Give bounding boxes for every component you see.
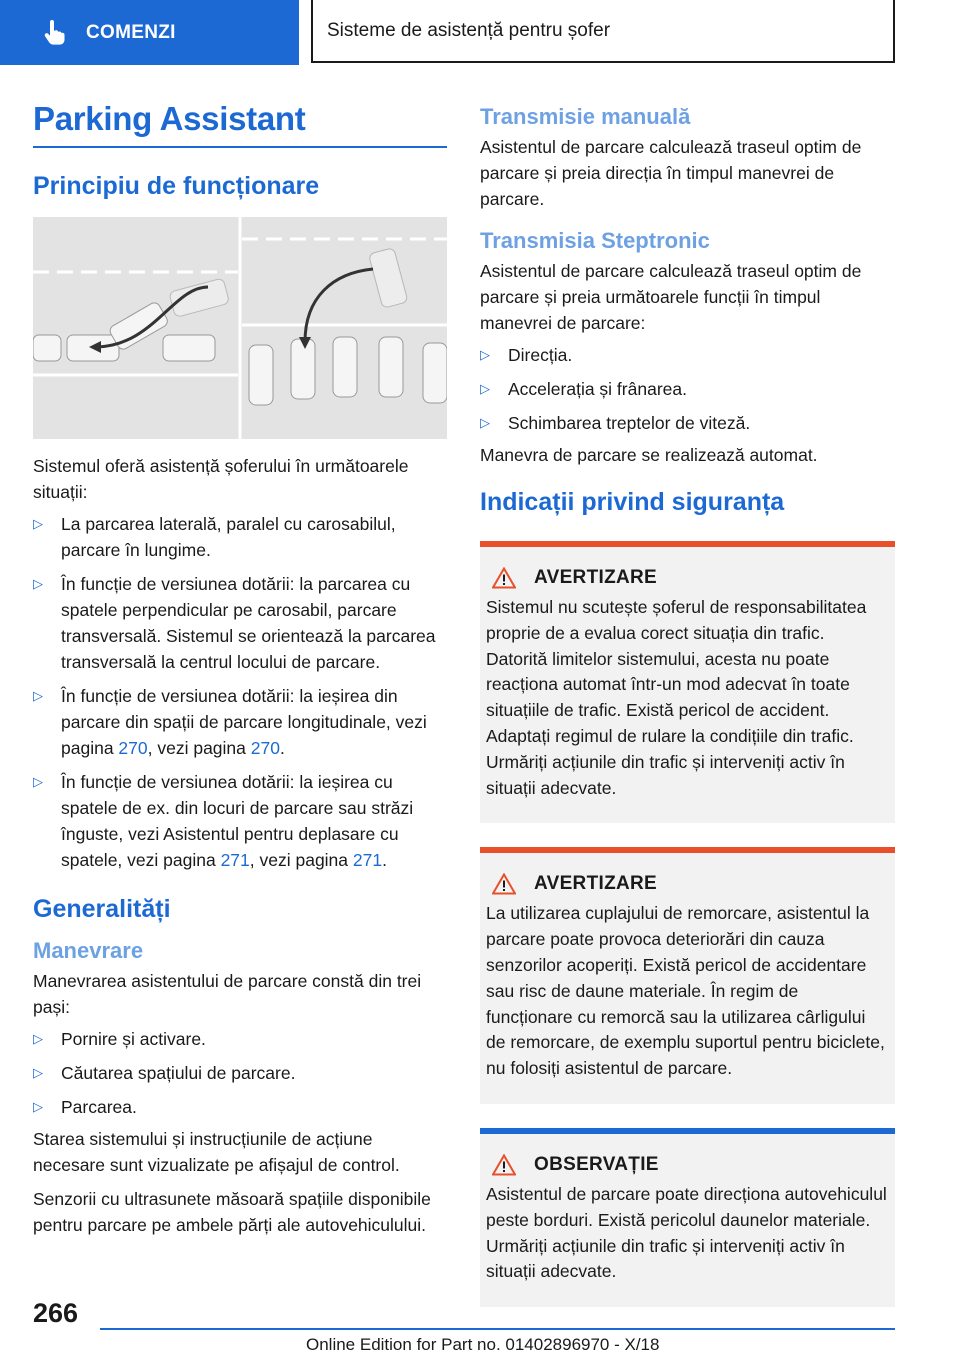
list-item: ▷ La parcarea laterală, paralel cu carosabilul, parcare în lungime. [33, 511, 447, 563]
maneuver-text: Manevrarea asistentului de parcare constă din trei pași: [33, 971, 422, 1017]
warning-box [480, 847, 895, 1104]
triangle-bullet-icon: ▷ [33, 688, 43, 703]
list-item: ▷ Direcția. [480, 342, 895, 368]
heading-general: Generalități [33, 895, 171, 923]
warning-text: La utilizarea cuplajului de remorcare, asistentul la parcare poate provoca deteriorări din cauza senzorilor acoperiți. Există pericol de accidentare sau risc de daune materiale. În regim de funcționare cu remorcă sau la utilizarea cârligului de remorcare, de exemplu suportul pentru biciclete, nu folosiți asistentul de parcare. [486, 903, 885, 1079]
situations-list [33, 511, 447, 873]
heading-principle: Principiu de funcționare [33, 172, 320, 200]
warning-triangle-icon [492, 567, 516, 589]
warning-title: AVERTIZARE [534, 873, 657, 895]
triangle-bullet-icon: ▷ [33, 1031, 43, 1046]
steptronic-text: Asistentul de parcare calculează traseul optim de parcare și preia următoarele funcții în timpul manevrei de parcare: [480, 261, 862, 333]
subheading-maneuver: Manevrare [33, 938, 144, 963]
list-item: ▷ Căutarea spațiului de parcare. [33, 1060, 447, 1086]
triangle-bullet-icon: ▷ [33, 1065, 43, 1080]
hand-pointer-icon [40, 19, 68, 47]
notice-box [480, 1128, 895, 1307]
heading-safety: Indicații privind siguranța [480, 488, 785, 516]
header-tab-label: COMENZI [86, 21, 176, 43]
functions-list [480, 342, 895, 436]
page-link[interactable]: 270 [250, 738, 280, 758]
list-item: ▷ Parcarea. [33, 1094, 447, 1120]
warning-text: Sistemul nu scutește șoferul de responsabilitatea proprie de a evalua corect situația din trafic. Datorită limitelor sistemului, acesta nu poate reacționa automat într-un mod adecvat în toate situațiile de trafic. Există pericol de accident. Adaptați regimul de rulare la condițiile din trafic. Urmăriți acțiunile din trafic și interveniți activ în situații adecvate. [486, 597, 867, 798]
triangle-bullet-icon: ▷ [480, 347, 490, 362]
footer-divider [100, 1328, 895, 1330]
header-tab-comenzi[interactable] [0, 0, 299, 65]
list-item: ▷ Schimbarea treptelor de viteză. [480, 410, 895, 436]
list-item: ▷ În funcție de versiunea dotării: la parcarea cu spatele perpendicular pe carosabil, parcare transversală. Sistemul se orientează la parcarea transversală la centrul locului de parcare. [33, 571, 447, 675]
notice-triangle-icon [492, 1154, 516, 1176]
footer-edition: Online Edition for Part no. 01402896970 - X/18 [306, 1335, 660, 1354]
notice-title: OBSERVAȚIE [534, 1153, 659, 1175]
parking-illustration [33, 217, 447, 439]
triangle-bullet-icon: ▷ [33, 516, 43, 531]
status-text: Starea sistemului și instrucțiunile de acțiune necesare sunt vizualizate pe afișajul de control. [33, 1129, 400, 1175]
list-item: ▷ Pornire și activare. [33, 1026, 447, 1052]
triangle-bullet-icon: ▷ [33, 774, 43, 789]
subheading-steptronic: Transmisia Steptronic [480, 228, 710, 253]
triangle-bullet-icon: ▷ [33, 1099, 43, 1114]
page-title: Parking Assistant [33, 100, 447, 148]
triangle-bullet-icon: ▷ [33, 576, 43, 591]
list-item: ▷ În funcție de versiunea dotării: la ieșirea din parcare din spații de parcare longitudinale, vezi pagina 270, vezi pagina 270. [33, 683, 447, 761]
steps-list [33, 1026, 447, 1120]
list-item: ▷ În funcție de versiunea dotării: la ieșirea cu spatele de ex. din locuri de parcare sau străzi înguste, vezi Asistentul pentru deplasare cu spatele, vezi pagina 271, vezi pagina 271. [33, 769, 447, 873]
intro-text: Sistemul oferă asistență șoferului în următoarele situații: [33, 456, 409, 502]
auto-text: Manevra de parcare se realizează automat. [480, 445, 818, 465]
page-link[interactable]: 271 [352, 850, 383, 870]
triangle-bullet-icon: ▷ [480, 415, 490, 430]
list-item: ▷ Accelerația și frânarea. [480, 376, 895, 402]
page-link[interactable]: 270 [118, 738, 148, 758]
left-column [33, 100, 447, 1238]
page-number: 266 [33, 1298, 79, 1328]
notice-text: Asistentul de parcare poate direcționa autovehiculul peste borduri. Există pericolul daunelor materiale. Urmăriți acțiunile din trafic și interveniți activ în situații adecvate. [486, 1183, 887, 1282]
sensors-text: Senzorii cu ultrasunete măsoară spațiile disponibile pentru parcare pe ambele părți ale autovehiculului. [33, 1189, 431, 1235]
manual-text: Asistentul de parcare calculează traseul optim de parcare și preia direcția în timpul manevrei de parcare. [480, 137, 862, 209]
header-section-label: Sisteme de asistență pentru șofer [327, 19, 611, 41]
header-section [311, 0, 895, 63]
triangle-bullet-icon: ▷ [480, 381, 490, 396]
warning-triangle-icon [492, 873, 516, 895]
subheading-manual: Transmisie manuală [480, 104, 691, 129]
warning-title: AVERTIZARE [534, 567, 657, 588]
warning-box [480, 541, 895, 823]
page-link[interactable]: 271 [220, 850, 250, 870]
right-column [480, 100, 895, 1307]
